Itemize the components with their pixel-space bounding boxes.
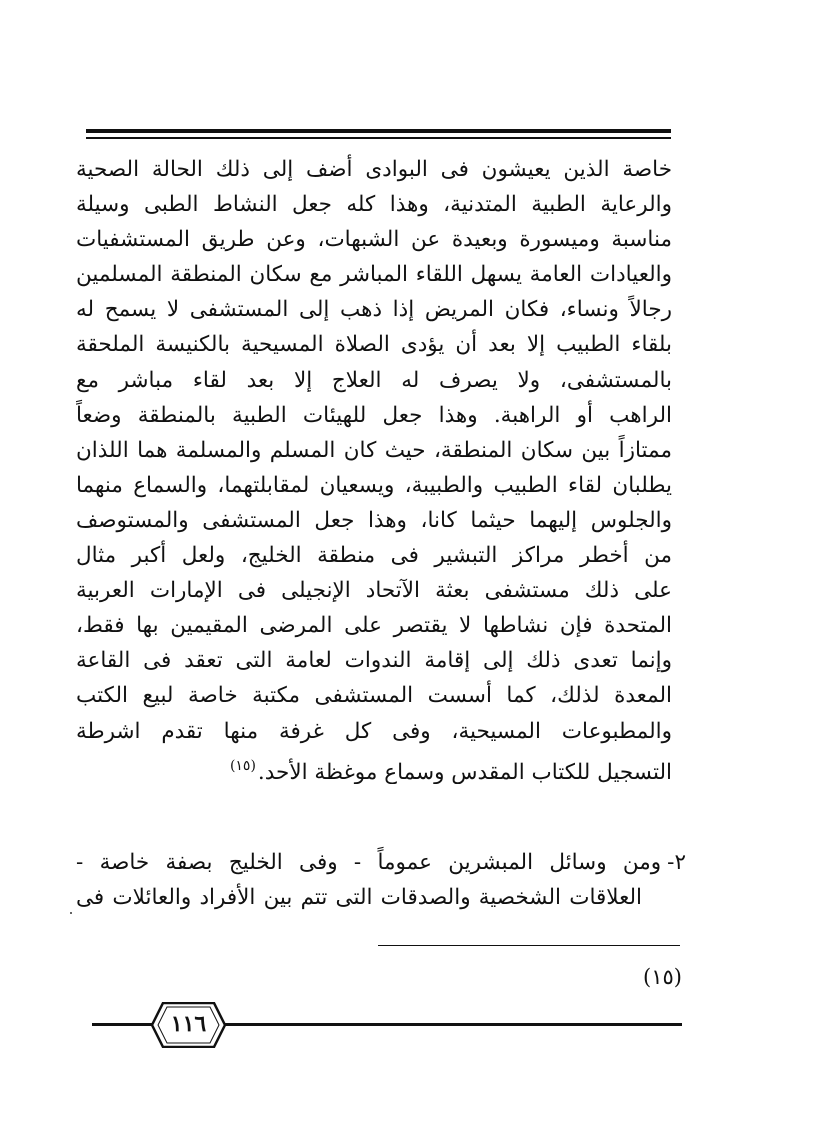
paragraph-line: رجالاً ونساء، فكان المريض إذا ذهب إلى المستشفى لا يسمح له [76, 297, 672, 323]
scan-speck [70, 912, 72, 914]
paragraph-line: يطلبان لقاء الطبيب والطبيبة، ويسعيان لمقابلتهما، والسماع منهما [76, 472, 672, 498]
numbered-list-item [76, 845, 686, 915]
main-paragraph [76, 152, 672, 784]
list-item-first-line [76, 845, 686, 880]
paragraph-line: بالمستشفى، ولا يصرف له العلاج إلا بعد لقاء مباشر مع [76, 367, 672, 393]
paragraph-line: المتحدة فإن نشاطها لا يقتصر على المرضى المقيمين بها فقط، [76, 613, 672, 639]
footer-rule-left [92, 1023, 156, 1026]
header-rule-thick [86, 129, 671, 133]
page-number: ١١٦ [170, 1011, 207, 1037]
header-rule-thin [86, 137, 671, 139]
footer-rule-right [222, 1023, 682, 1026]
paragraph-line: خاصة الذين يعيشون فى البوادى أضف إلى ذلك الحالة الصحية [76, 157, 672, 182]
footnote-label: (١٥) [643, 965, 682, 989]
paragraph-line: المعدة لذلك، كما أسست المستشفى مكتبة خاصة لبيع الكتب [76, 683, 672, 709]
list-item-line-1: ومن وسائل المبشرين عموماً - وفى الخليج بصفة خاصة - [76, 850, 662, 875]
paragraph-line: من أخطر مراكز التبشير فى منطقة الخليج، ولعل أكبر مثال [76, 543, 672, 569]
paragraph-line: على ذلك مستشفى بعثة الآتحاد الإنجيلى فى الإمارات العربية [76, 578, 672, 604]
paragraph-last-line-text: التسجيل للكتاب المقدس وسماع موغظة الأحد. [257, 759, 672, 784]
paragraph-line: مناسبة وميسورة وبعيدة عن الشبهات، وعن طريق المستشفيات [76, 227, 672, 253]
footnote-reference[interactable]: (١٥) [229, 757, 256, 774]
paragraph-last-line [76, 749, 672, 784]
paragraph-line: والمطبوعات المسيحية، وفى كل غرفة منها تقدم اشرطة [76, 718, 672, 744]
paragraph-line: بلقاء الطبيب إلا بعد أن يؤدى الصلاة المسيحية بالكنيسة الملحقة [76, 332, 672, 358]
paragraph-line: والجلوس إليهما حيثما كانا، وهذا جعل المستشفى والمستوصف [76, 507, 672, 533]
footnote-separator [378, 945, 680, 946]
paragraph-line: والرعاية الطبية المتدنية، وهذا كله جعل النشاط الطبى وسيلة [76, 192, 672, 218]
paragraph-line: وإنما تعدى ذلك إلى إقامة الندوات لعامة التى تعقد فى القاعة [76, 648, 672, 674]
paragraph-line: الراهب أو الراهبة. وهذا جعل للهيئات الطبية بالمنطقة وضعاً [76, 402, 672, 428]
paragraph-line: والعيادات العامة يسهل اللقاء المباشر مع سكان المنطقة المسلمين [76, 262, 672, 288]
list-item-line-2: العلاقات الشخصية والصدقات التى تتم بين الأفراد والعائلات فى [76, 885, 642, 911]
paragraph-line: ممتازاً بين سكان المنطقة، حيث كان المسلم والمسلمة هما اللذان [76, 437, 672, 463]
list-item-number: ٢- [667, 850, 686, 875]
